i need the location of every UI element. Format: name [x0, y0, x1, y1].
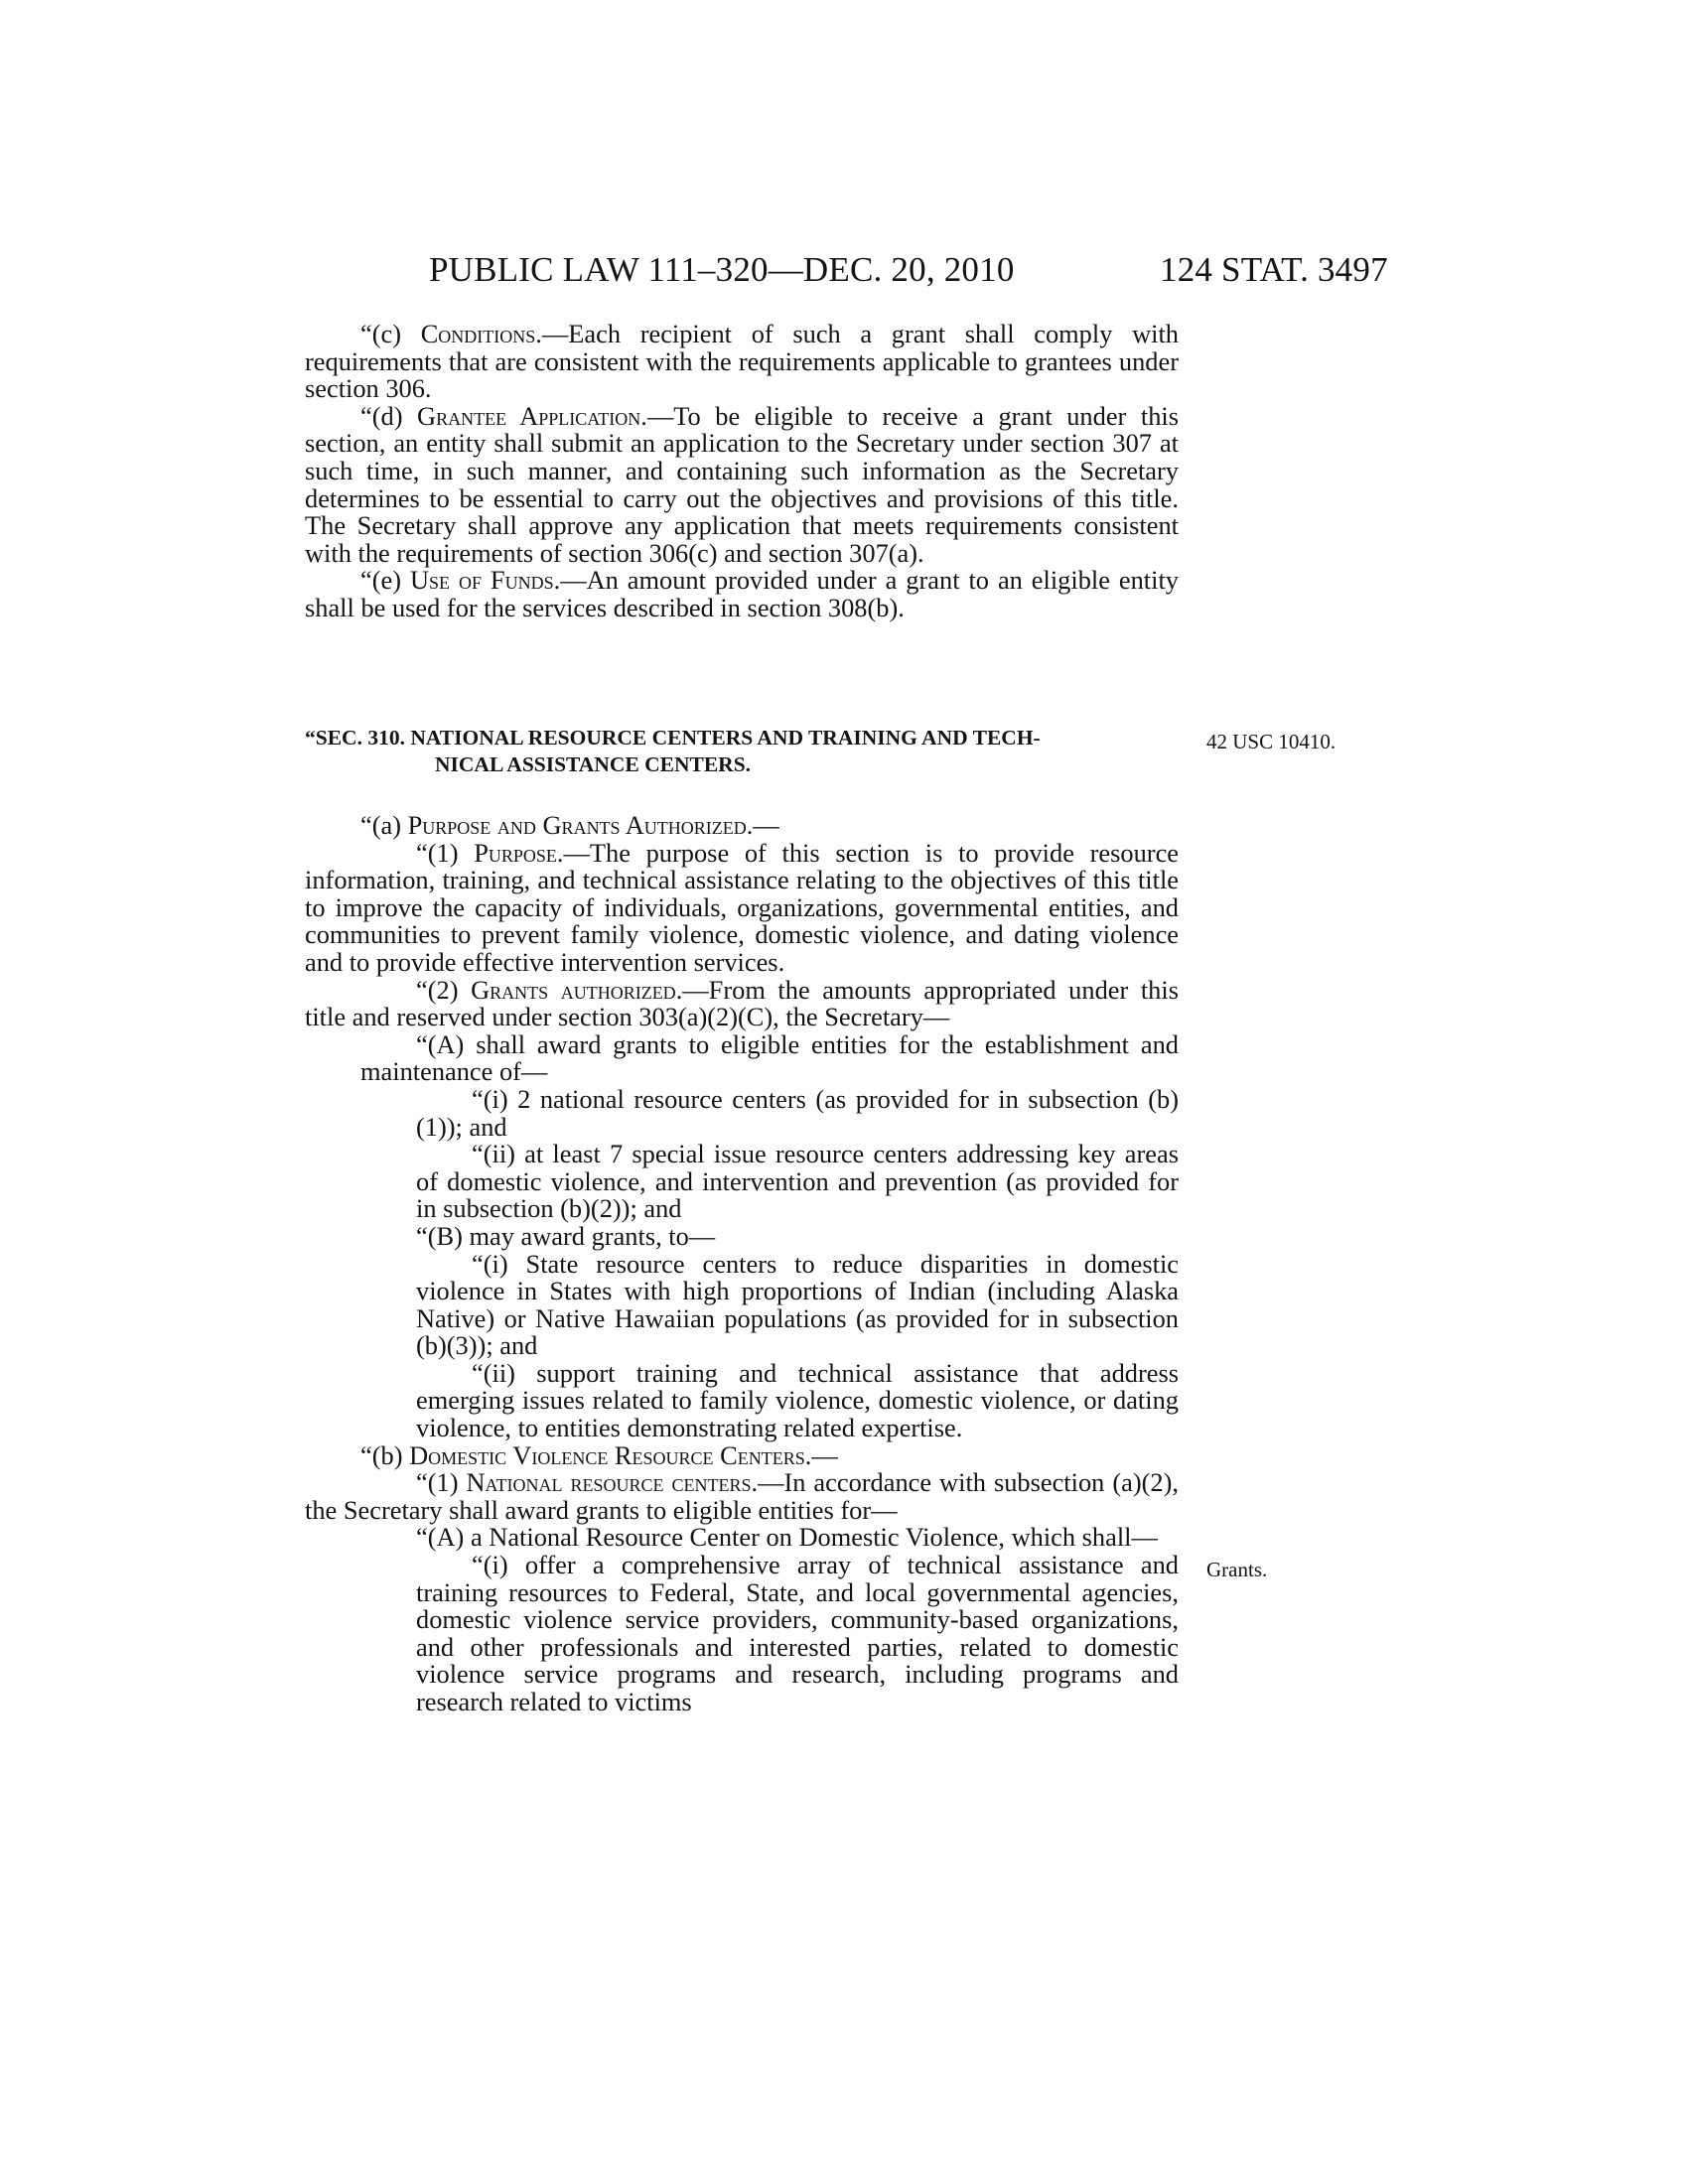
- run-in-heading: National resource centers: [466, 1467, 752, 1498]
- paragraph-a1-purpose: “(1) Purpose.—The purpose of this section is to provide resource information, training, and technical assistance relating to the objectives of this title to improve the capacity of individuals, organizations, governmental entities, and communities to prevent family violence, domestic violence, and dating violence and to provide effective intervention services.: [305, 837, 1179, 977]
- section-heading-line-2: NICAL ASSISTANCE CENTERS.: [435, 752, 752, 776]
- clause-a2-B-i: “(i) State resource centers to reduce disparities in domestic violence in States with high proportions of Indian (including Alaska Native) or Native Hawaiian populations (as provided for in subsection (b)(3)); and: [416, 1248, 1179, 1361]
- clause-a2-A-i: “(i) 2 national resource centers (as provided for in subsection (b)(1)); and: [416, 1083, 1179, 1142]
- run-in-heading: Purpose and Grants Authorized: [407, 810, 747, 840]
- margin-note-grants: Grants.: [1206, 1558, 1268, 1581]
- section-heading: [305, 725, 1179, 778]
- run-in-heading: Domestic Violence Resource Centers: [409, 1439, 805, 1470]
- clause-b1-A-i: “(i) offer a comprehensive array of technical assistance and training resources to Federal, State, and local governmental agencies, domestic violence service providers, community-based organizations, and other professionals and interested parties, related to domestic violence service programs and research, including programs and research related to victims: [416, 1550, 1179, 1716]
- page-number: 124 STAT. 3497: [1160, 250, 1388, 289]
- paragraph-b1-national-resource-centers: “(1) National resource centers.—In accordance with subsection (a)(2), the Secretary shall award grants to eligible entities for—: [305, 1467, 1179, 1525]
- run-in-heading: Use of Funds: [409, 565, 554, 596]
- paragraph-c-conditions: “(c) Conditions.—Each recipient of such a grant shall comply with requirements that are consistent with the requirements applicable to grantees under section 306.: [305, 319, 1179, 404]
- paragraph-a2-grants-authorized: “(2) Grants authorized.—From the amounts appropriated under this title and reserved under section 303(a)(2)(C), the Secretary—: [305, 974, 1179, 1032]
- run-in-heading: Purpose: [474, 837, 557, 868]
- clause-a2-A-ii: “(ii) at least 7 special issue resource centers addressing key areas of domestic violence, and intervention and prevention (as provided for in subsection (b)(2)); and: [416, 1139, 1179, 1224]
- margin-note-usc-citation: 42 USC 10410.: [1206, 730, 1336, 753]
- clause-a2-A: “(A) shall award grants to eligible entities for the establishment and maintenance of—: [360, 1028, 1179, 1087]
- clause-b1-A: “(A) a National Resource Center on Domestic Violence, which shall—: [416, 1522, 1158, 1553]
- clause-a2-B-ii: “(ii) support training and technical assistance that address emerging issues related to family violence, domestic violence, or dating violence, to entities demonstrating related expertise.: [416, 1357, 1179, 1443]
- paragraph-e-use-of-funds: “(e) Use of Funds.—An amount provided under a grant to an eligible entity shall be used for the services described in section 308(b).: [305, 565, 1179, 622]
- clause-a2-B: “(B) may award grants, to—: [416, 1220, 716, 1251]
- run-in-heading: Grantee Application: [417, 400, 641, 431]
- run-in-heading: Conditions: [420, 319, 536, 348]
- run-in-heading: Grants authorized: [471, 974, 676, 1005]
- text-block-top: [305, 321, 1179, 622]
- running-header-title: PUBLIC LAW 111–320—DEC. 20, 2010: [429, 250, 1015, 289]
- subsection-a-heading: “(a) Purpose and Grants Authorized.—: [360, 810, 779, 840]
- text-block-section-310: [305, 812, 1179, 1716]
- section-heading-line-1: “SEC. 310. NATIONAL RESOURCE CENTERS AND TRAINING AND TECH-: [305, 726, 1041, 750]
- paragraph-d-grantee-application: “(d) Grantee Application.—To be eligible to receive a grant under this section, an entity shall submit an application to the Secretary under section 307 at such time, in such manner, and containing such information as the Secretary determines to be essential to carry out the objectives and provisions of this title. The Secretary shall approve any application that meets requirements consistent with the requirements of section 306(c) and section 307(a).: [305, 400, 1180, 568]
- subsection-b-heading: “(b) Domestic Violence Resource Centers.—: [360, 1439, 838, 1470]
